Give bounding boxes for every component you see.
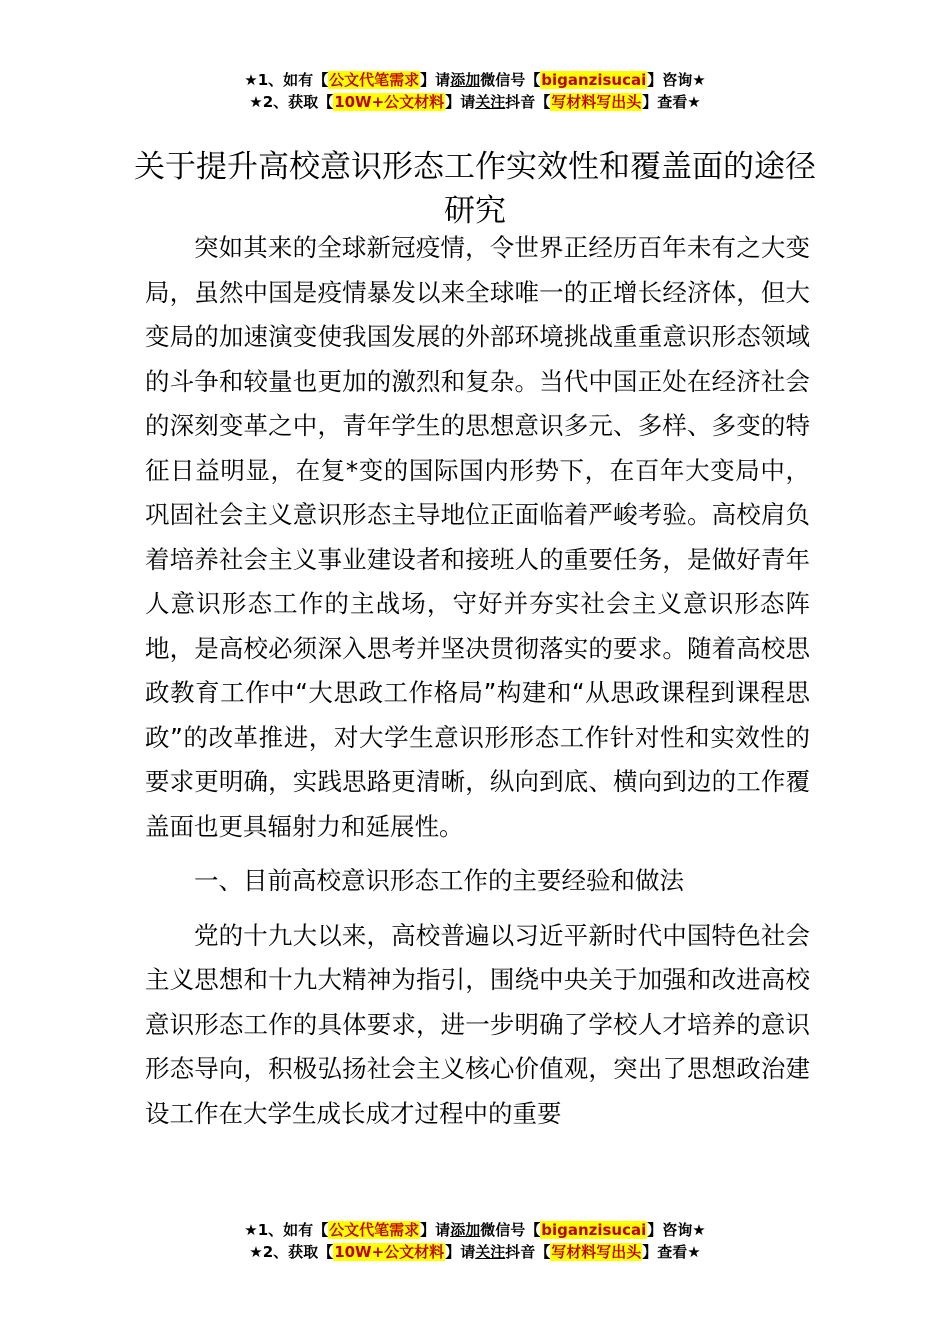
- banner-underline: 添加: [450, 71, 481, 89]
- banner-text: 微信号【: [480, 71, 541, 89]
- banner-text: 】查看★: [642, 1243, 701, 1261]
- section-heading: 一、目前高校意识形态工作的主要经验和做法: [194, 866, 684, 895]
- banner-text: ★2、获取【: [249, 1243, 334, 1261]
- banner-line-1: [0, 69, 950, 91]
- document-title: 关于提升高校意识形态工作实效性和覆盖面的途径研究: [134, 148, 816, 229]
- banner-text: 】咨询★: [647, 1221, 706, 1239]
- banner-highlight: 写材料写出头: [551, 1243, 642, 1261]
- banner-text: 抖音【: [505, 1243, 551, 1261]
- banner-text: 微信号【: [480, 1221, 541, 1239]
- banner-text: 】请: [420, 71, 451, 89]
- banner-text: 】咨询★: [647, 71, 706, 89]
- banner-underline: 关注: [475, 93, 506, 111]
- paragraph-intro: 突如其来的全球新冠疫情，令世界正经历百年未有之大变局，虽然中国是疫情暴发以来全球唯一的正增长经济体，但大变局的加速演变使我国发展的外部环境挑战重重意识形态领域的斗争和较量也更加的激烈和复杂。当代中国正处在经济社会的深刻变革之中，青年学生的思想意识多元、多样、多变的特征日益明显，在复*变的国际国内形势下，在百年大变局中，巩固社会主义意识形态主导地位正面临着严峻考验。高校肩负着培养社会主义事业建设者和接班人的重要任务，是做好青年人意识形态工作的主战场，守好并夯实社会主义意识形态阵地，是高校必须深入思考并坚决贯彻落实的要求。随着高校思政教育工作中“大思政工作格局”构建和“从思政课程到课程思政”的改革推进，对大学生意识形形态工作针对性和实效性的要求更明确，实践思路更清晰，纵向到底、横向到边的工作覆盖面也更具辐射力和延展性。: [145, 233, 810, 841]
- document-body: [145, 226, 810, 1136]
- banner-highlight: biganzisucai: [541, 1221, 647, 1239]
- banner-text: ★1、如有【: [244, 71, 329, 89]
- banner-line-2: [0, 91, 950, 113]
- banner-highlight: biganzisucai: [541, 71, 647, 89]
- banner-text: 】请: [420, 1221, 451, 1239]
- banner-text: 抖音【: [505, 93, 551, 111]
- banner-highlight: 公文代笔需求: [329, 71, 420, 89]
- banner-text: 】请: [445, 1243, 476, 1261]
- banner-underline: 添加: [450, 1221, 481, 1239]
- banner-line-1: [0, 1219, 950, 1241]
- banner-highlight: 写材料写出头: [551, 93, 642, 111]
- banner-highlight: 10W+公文材料: [334, 1243, 445, 1261]
- banner-text: 】查看★: [642, 93, 701, 111]
- banner-underline: 关注: [475, 1243, 506, 1261]
- banner-highlight: 公文代笔需求: [329, 1221, 420, 1239]
- banner-text: ★2、获取【: [249, 93, 334, 111]
- footer-banner: [0, 1219, 950, 1263]
- banner-highlight: 10W+公文材料: [334, 93, 445, 111]
- header-banner: [0, 69, 950, 113]
- banner-line-2: [0, 1241, 950, 1263]
- banner-text: 】请: [445, 93, 476, 111]
- banner-text: ★1、如有【: [244, 1221, 329, 1239]
- paragraph-section-1: 党的十九大以来，高校普遍以习近平新时代中国特色社会主义思想和十九大精神为指引，围绕中央关于加强和改进高校意识形态工作的具体要求，进一步明确了学校人才培养的意识形态导向，积极弘扬社会主义核心价值观，突出了思想政治建设工作在大学生成长成才过程中的重要: [145, 920, 810, 1128]
